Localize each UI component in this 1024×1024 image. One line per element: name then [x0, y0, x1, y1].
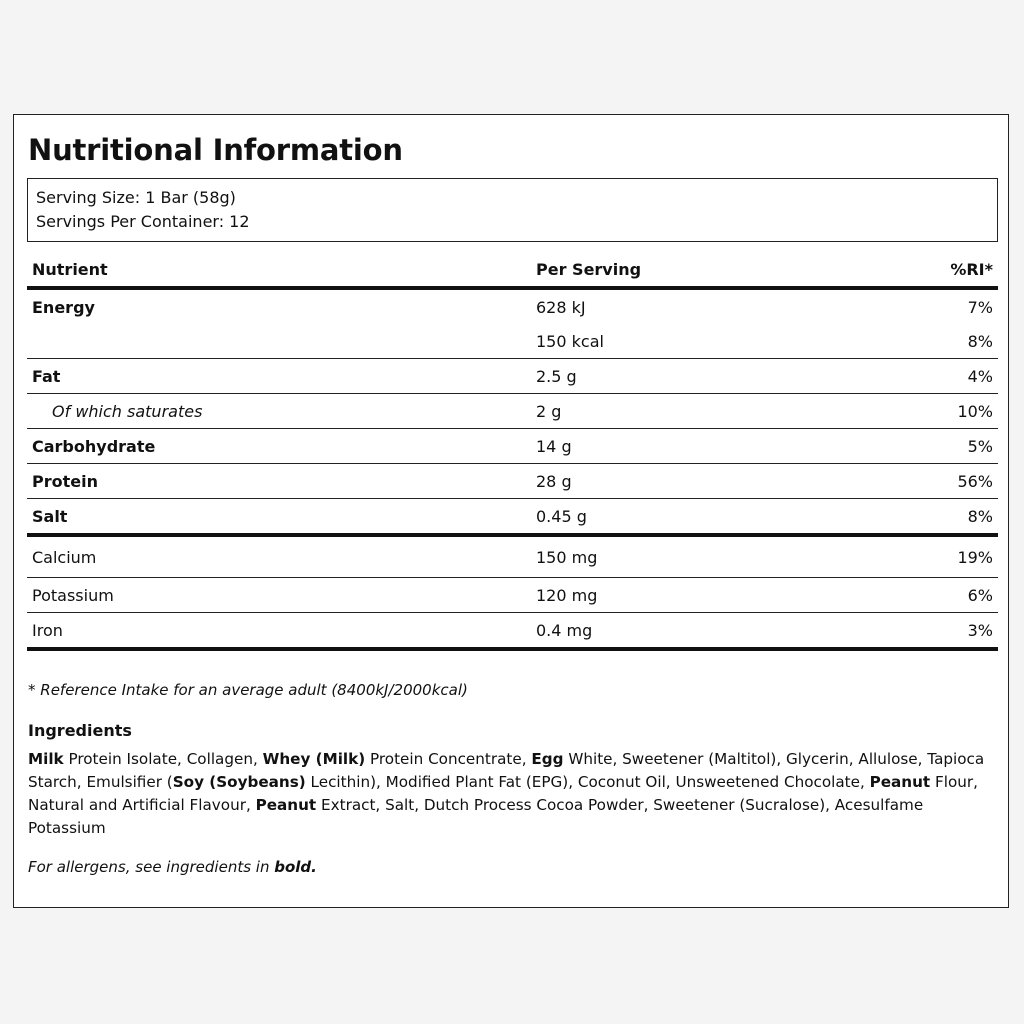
nutrition-panel [13, 114, 1009, 908]
reference-intake-footnote: * Reference Intake for an average adult (8400kJ/2000kcal) [28, 681, 468, 699]
header-per-serving: Per Serving [531, 252, 831, 288]
ingredient-allergen: Egg [531, 750, 564, 768]
ingredient-allergen: Peanut [255, 796, 317, 814]
nutrient-value: 14 g [531, 429, 831, 464]
table-row-saturates [27, 394, 998, 429]
nutrient-ri: 19% [831, 535, 998, 578]
nutrient-ri: 8% [831, 324, 998, 359]
table-row-calcium [27, 535, 998, 578]
ingredient-text: White, Sweetener (Maltitol), Glycerin, Allulose, Tapioca Starch, Emulsifier ( [28, 750, 985, 791]
nutrient-name: Iron [27, 613, 531, 650]
serving-size: Serving Size: 1 Bar (58g) [36, 188, 236, 207]
nutrient-name: Protein [27, 464, 531, 499]
nutrient-name: Energy [32, 297, 95, 317]
ingredient-allergen: Whey (Milk) [262, 750, 366, 768]
nutrient-name: Calcium [27, 535, 531, 578]
ingredients-heading: Ingredients [28, 721, 132, 740]
ingredient-text: Protein Concentrate, [365, 750, 532, 768]
nutrient-value: 2.5 g [531, 359, 831, 394]
header-ri: %RI* [831, 252, 998, 288]
nutrient-name: Carbohydrate [27, 429, 531, 464]
nutrient-value: 150 mg [531, 535, 831, 578]
nutrient-ri: 3% [831, 613, 998, 650]
table-row-energy-kj [27, 288, 998, 324]
allergen-note [28, 858, 317, 876]
table-row-fat [27, 359, 998, 394]
ingredient-text: Protein Isolate, Collagen, [63, 750, 263, 768]
nutrient-ri: 6% [831, 578, 998, 613]
ingredients-list [28, 748, 993, 840]
header-nutrient: Nutrient [27, 252, 531, 288]
page-title: Nutritional Information [28, 133, 403, 167]
nutrient-ri: 56% [831, 464, 998, 499]
table-header-row [27, 252, 998, 288]
table-row-salt [27, 499, 998, 536]
nutrient-value: 120 mg [531, 578, 831, 613]
ingredient-allergen: Peanut [869, 773, 931, 791]
allergen-note-text: For allergens, see ingredients in [28, 858, 275, 876]
servings-per-container: Servings Per Container: 12 [36, 212, 250, 231]
ingredient-text: Extract, Salt, Dutch Process Cocoa Powder, Sweetener (Sucralose), Acesulfame Potassium [28, 796, 924, 837]
nutrient-ri: 8% [831, 499, 998, 536]
table-row-iron [27, 613, 998, 650]
nutrient-name: Salt [27, 499, 531, 536]
ingredient-text: Lecithin), Modified Plant Fat (EPG), Coconut Oil, Unsweetened Chocolate, [305, 773, 870, 791]
table-row-potassium [27, 578, 998, 613]
nutrient-ri: 5% [831, 429, 998, 464]
nutrient-name: Potassium [27, 578, 531, 613]
nutrient-ri: 4% [831, 359, 998, 394]
nutrient-value: 628 kJ [536, 297, 586, 317]
nutrient-value: 0.4 mg [531, 613, 831, 650]
table-row-protein [27, 464, 998, 499]
serving-info-box [27, 178, 998, 242]
allergen-note-bold: bold. [274, 858, 317, 876]
nutrient-value: 28 g [531, 464, 831, 499]
nutrition-table [27, 252, 998, 651]
nutrient-ri: 10% [831, 394, 998, 429]
nutrient-name [27, 324, 531, 359]
nutrient-value: 0.45 g [531, 499, 831, 536]
nutrient-ri: 7% [967, 297, 993, 317]
nutrient-value: 2 g [531, 394, 831, 429]
nutrient-name: Fat [27, 359, 531, 394]
nutrient-name: Of which saturates [27, 394, 531, 429]
ingredient-allergen: Milk [28, 750, 64, 768]
nutrient-value: 150 kcal [531, 324, 831, 359]
table-row-energy-kcal [27, 324, 998, 359]
table-row-carbohydrate [27, 429, 998, 464]
ingredient-allergen: Soy (Soybeans) [172, 773, 306, 791]
ingredient-text: Flour, Natural and Artificial Flavour, [28, 773, 978, 814]
